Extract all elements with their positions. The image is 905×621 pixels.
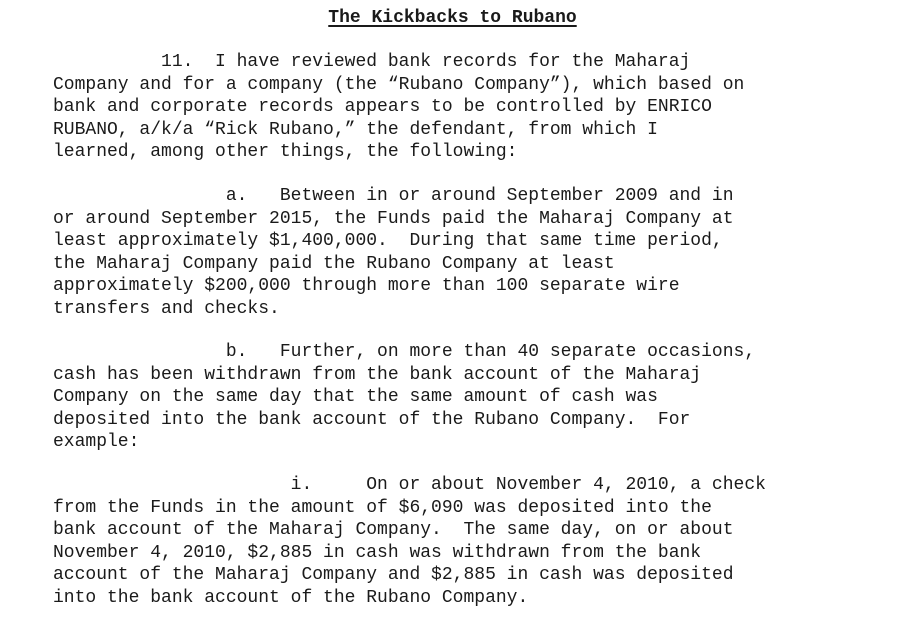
paragraph-11: 11. I have reviewed bank records for the Maharaj Company and for a company (the “Rubano Company”), which based on bank and corporate records appears to be controlled by ENRICO RUBANO, a/k/a “Rick Rubano,” the defendant, from which I learned, among other things, the following: bbox=[53, 52, 745, 163]
section-heading-text: The Kickbacks to Rubano bbox=[328, 8, 577, 28]
subparagraph-a: a. Between in or around September 2009 and in or around September 2015, the Funds paid the Maharaj Company at least approximately $1,400,000. During that same time period, the Maharaj Company paid the Rubano Company at least approximately $200,000 through more than 100 separate wire transfers and checks. bbox=[53, 186, 734, 319]
subparagraph-i: i. On or about November 4, 2010, a check from the Funds in the amount of $6,090 was deposited into the bank account of the Maharaj Company. The same day, on or about November 4, 2010, $2,885 in cash was withdrawn from the bank account of the Maharaj Company and $2,885 in cash was deposited into the bank account of the Rubano Company. bbox=[53, 475, 766, 608]
subparagraph-b: b. Further, on more than 40 separate occasions, cash has been withdrawn from the bank account of the Maharaj Company on the same day that the same amount of cash was deposited into the bank account of the Rubano Company. For example: bbox=[53, 342, 756, 453]
section-heading bbox=[0, 7, 905, 29]
